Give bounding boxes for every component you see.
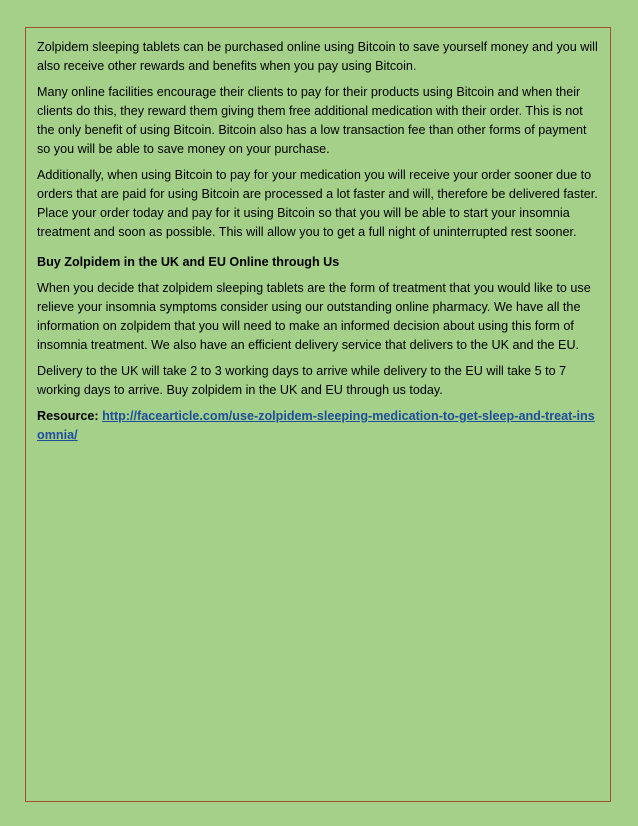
resource-label: Resource: <box>37 409 99 423</box>
paragraph-delivery-times: Delivery to the UK will take 2 to 3 working days to arrive while delivery to the EU will take 5 to 7 working days to arrive. Buy zolpidem in the UK and EU through us today. <box>37 364 567 397</box>
resource-link[interactable]: http://facearticle.com/use-zolpidem-sleeping-medication-to-get-sleep-and-treat-insomnia/ <box>37 409 595 442</box>
paragraph-bitcoin-rewards: Many online facilities encourage their clients to pay for their products using Bitcoin and when their clients do this, they reward them giving them free additional medication with their order. This is not the only benefit of using Bitcoin. Bitcoin also has a low transaction fee than other forms of payment so you will be able to save money on your purchase. <box>37 85 587 156</box>
resource-line <box>37 407 600 445</box>
paragraph-bitcoin-intro: Zolpidem sleeping tablets can be purchased online using Bitcoin to save yourself money and you will also receive other rewards and benefits when you pay using Bitcoin. <box>37 40 598 73</box>
document-body <box>37 38 600 452</box>
paragraph-faster-delivery: Additionally, when using Bitcoin to pay for your medication you will receive your order sooner due to orders that are paid for using Bitcoin are processed a lot faster and will, therefore be delivered faster. Place your order today and pay for it using Bitcoin so that you will be able to start your insomnia treatment and soon as possible. This will allow you to get a full night of uninterrupted rest sooner. <box>37 168 598 239</box>
section-heading: Buy Zolpidem in the UK and EU Online through Us <box>37 255 340 269</box>
paragraph-online-pharmacy: When you decide that zolpidem sleeping tablets are the form of treatment that you would like to use relieve your insomnia symptoms consider using our outstanding online pharmacy. We have all the information on zolpidem that you will need to make an informed decision about using this form of insomnia treatment. We also have an efficient delivery service that delivers to the UK and the EU. <box>37 281 591 352</box>
